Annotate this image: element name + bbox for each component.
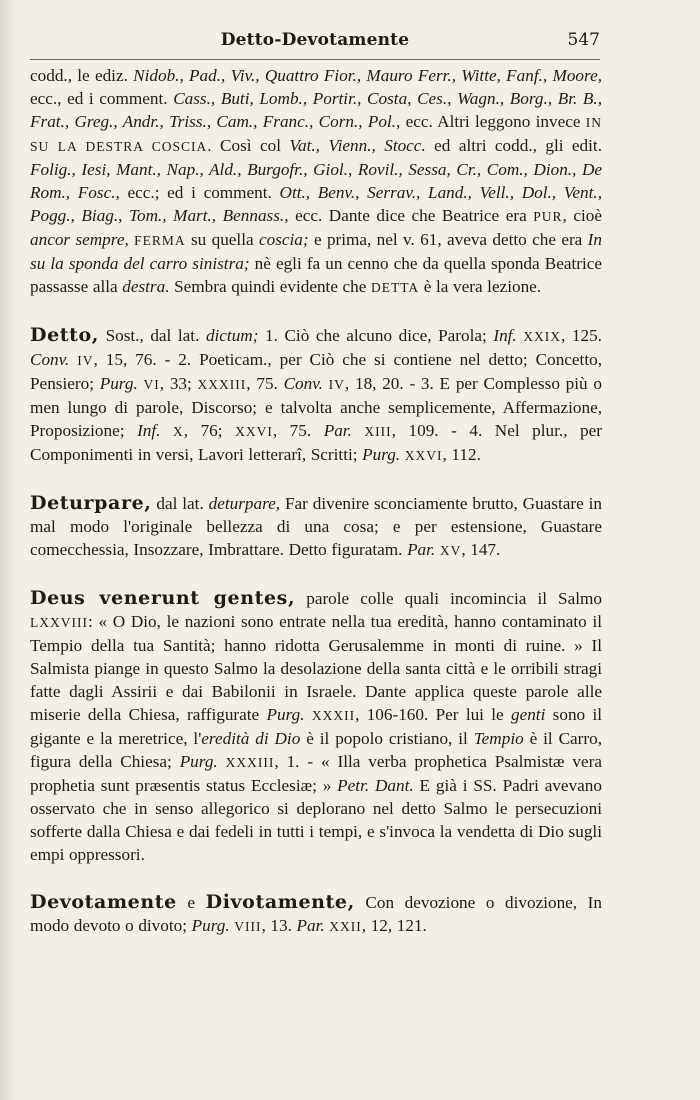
body-text: Sost., dal lat. (99, 326, 206, 345)
body-text (352, 421, 365, 440)
italic-text: Par. (323, 421, 352, 440)
italic-text: Nidob., Pad., Viv., Quattro Fior., Mauro Ferr., Witte, Fanf., Moore, (133, 66, 602, 85)
body-text: , 12, 121. (361, 916, 427, 935)
italic-text: Petr. Dant. (337, 776, 414, 795)
italic-text: Inf. (493, 326, 517, 345)
small-caps-text: XXVI (235, 424, 273, 439)
small-caps-text: PUR (533, 209, 563, 224)
body-text: ecc. Dante dice che Beatrice era (288, 206, 534, 225)
body-text: , 125. (561, 326, 602, 345)
headword: Detto, (30, 324, 100, 346)
small-caps-text: XXXIII (225, 755, 275, 770)
italic-text: Vat., Vienn., Stocc. (289, 136, 426, 155)
italic-text: dictum; (205, 326, 259, 345)
body-text: ecc., ed i comment. (30, 89, 174, 108)
body-text: , 112. (442, 445, 481, 464)
italic-text: Tempio (473, 729, 524, 748)
body-text: , 13. (261, 916, 297, 935)
body-text: Far divenire sconciamente brutto, Guastare in mal modo l'originale bellezza di una cosa; e per estensione, Guastare comecchessia, Insozzare, Imbrattare. Detto figuratam. (30, 494, 603, 559)
body-text: , 147. (461, 540, 501, 559)
body-text: . Così col (207, 136, 290, 155)
body-text: è la vera lezione. (419, 277, 542, 296)
entry-devotamente (30, 891, 602, 938)
small-caps-text: IN SU LA DESTRA COSCIA (30, 115, 602, 154)
body-text: , 109. - 4. Nel plur., per Componimenti in versi, Lavori letterarî, Scritti; (30, 421, 602, 464)
italic-text: Conv. (283, 374, 323, 393)
small-caps-text: XXII (329, 919, 362, 934)
small-caps-text: DETTA (371, 280, 420, 295)
italic-text: ancor sempre, (30, 230, 129, 249)
body-text: parole colle quali incomincia il Salmo (295, 589, 602, 608)
body-text: Sembra quindi evidente che (169, 277, 371, 296)
italic-text: Ott., Benv., Serrav., Land., Vell., Dol., Vent., Pogg., Biag., Tom., Mart., Bennass., (30, 183, 602, 225)
italic-text: Purg. (362, 445, 401, 464)
small-caps-text: XIII (364, 424, 392, 439)
body-text: ecc.; ed i comment. (119, 183, 280, 202)
body-text: dal lat. (151, 494, 209, 513)
small-caps-text: LXXVIII (30, 615, 88, 630)
entry-detto (30, 324, 602, 467)
body-text: Con devozione o divozione, In modo devoto o divoto; (30, 893, 602, 935)
italic-text: eredità di Dio (201, 729, 301, 748)
body-text: , 15, 76. - 2. Poeticam., per Ciò che si contiene nel detto; Concetto, Pensiero; (30, 350, 602, 393)
body-text: , 76; (183, 421, 236, 440)
running-head-title: Detto-Devotamente (220, 30, 410, 50)
italic-text: Par. (407, 540, 436, 559)
body-text: , 75. (272, 421, 324, 440)
body-text: è il Carro, figura della Chiesa; (30, 729, 603, 771)
italic-text: Purg. (179, 752, 218, 771)
small-caps-text: VIII (234, 919, 262, 934)
italic-text: Folig., Iesi, Mant., Nap., Ald., Burgofr., Giol., Rovil., Sessa, Cr., Com., Dion., De Rom., Fosc., (30, 160, 602, 202)
italic-text: Inf. (137, 421, 161, 440)
entry-continuation (30, 64, 602, 299)
body-text: è il popolo cristiano, il (300, 729, 474, 748)
italic-text: genti (510, 705, 546, 724)
entry-deus-venerunt-gentes (30, 587, 602, 866)
page-number: 547 (567, 30, 600, 50)
body-text: nè egli fa un cenno che da quella sponda Beatrice passasse alla (30, 254, 602, 296)
italic-text: destra. (122, 277, 170, 296)
body-text (160, 421, 173, 440)
header-rule (30, 59, 600, 60)
small-caps-text: XXVI (404, 448, 443, 463)
body-text: , cioè (562, 206, 602, 225)
body-text: : « O Dio, le nazioni sono entrate nella tua eredità, hanno contaminato il Tempio della tua Santità; hanno ridotta Gerusalemme in monti di ruine. » Il Salmista piange in questo Salmo la desolazione della santa città e le orribili stragi fatte dagli Assirii e dai Babilonii in Israele. Dante applica queste parole alle miserie della Chiesa, raffigurate (30, 612, 602, 724)
small-caps-text: XXXII (311, 708, 356, 723)
body-text: e (176, 893, 206, 912)
small-caps-text: XV (439, 543, 462, 558)
binding-shadow (0, 0, 18, 1100)
headword: Deus venerunt gentes, (30, 587, 296, 609)
body-text: sono il gigante e la meretrice, l' (30, 705, 602, 748)
body-text: , 106-160. Per lui le (355, 705, 511, 724)
italic-text: Conv. (30, 350, 70, 369)
body-text: E già i SS. Padri avevano osservato che in senso allegorico si deplorano nel detto Salmo le persecuzioni sofferte dalla Chiesa e dai fedeli in tutti i tempi, e s'invoca la vendetta di Dio sugli empi oppressori. (30, 776, 602, 864)
body-text: , 18, 20. - 3. E per Complesso più o men lungo di parole, Discorso; e talvolta anche semplicemente, Affermazione, Proposizione; (30, 374, 602, 440)
body-text: , 33; (159, 374, 198, 393)
small-caps-text: IV (77, 353, 94, 368)
small-caps-text: XXXIII (197, 377, 247, 392)
body-text (305, 705, 312, 724)
headword: Deturpare, (30, 492, 152, 514)
italic-text: In su la sponda del carro sinistra; (30, 230, 602, 273)
body-text: su quella (185, 230, 259, 249)
small-caps-text: FERMA (134, 233, 186, 248)
small-caps-text: X (173, 424, 184, 439)
body-text (218, 752, 226, 771)
italic-text: Purg. (191, 916, 230, 935)
running-head (30, 30, 600, 56)
body-text: , 1. - « Illa verba prophetica Psalmistæ vera prophetia sunt præsentis status Ecclesiæ; » (30, 752, 602, 795)
italic-text: Cass., Buti, Lomb., Portir., Costa, Ces., Wagn., Borg., Br. B., Frat., Greg., Andr., Triss., Cam., Franc., Corn., Pol., (30, 89, 603, 131)
small-caps-text: XXIX (523, 329, 562, 344)
italic-text: deturpare, (208, 494, 281, 513)
entry-deturpare (30, 492, 602, 562)
italic-text: coscia; (258, 230, 309, 249)
headword: Divotamente, (205, 891, 355, 913)
body-text: , 75. (246, 374, 284, 393)
small-caps-text: IV (328, 377, 345, 392)
body-text: e prima, nel v. 61, aveva detto che era (308, 230, 588, 249)
body-text: ed altri codd., gli edit. (425, 136, 602, 155)
italic-text: Par. (296, 916, 325, 935)
small-caps-text: VI (143, 377, 160, 392)
dictionary-text-body (30, 64, 602, 938)
body-text: ecc. Altri leggono invece (400, 112, 586, 131)
body-text: codd., le ediz. (30, 66, 134, 85)
body-text: 1. Ciò che alcuno dice, Parola; (258, 326, 494, 345)
italic-text: Purg. (266, 705, 305, 724)
italic-text: Purg. (99, 374, 138, 393)
headword: Devotamente (30, 891, 177, 913)
